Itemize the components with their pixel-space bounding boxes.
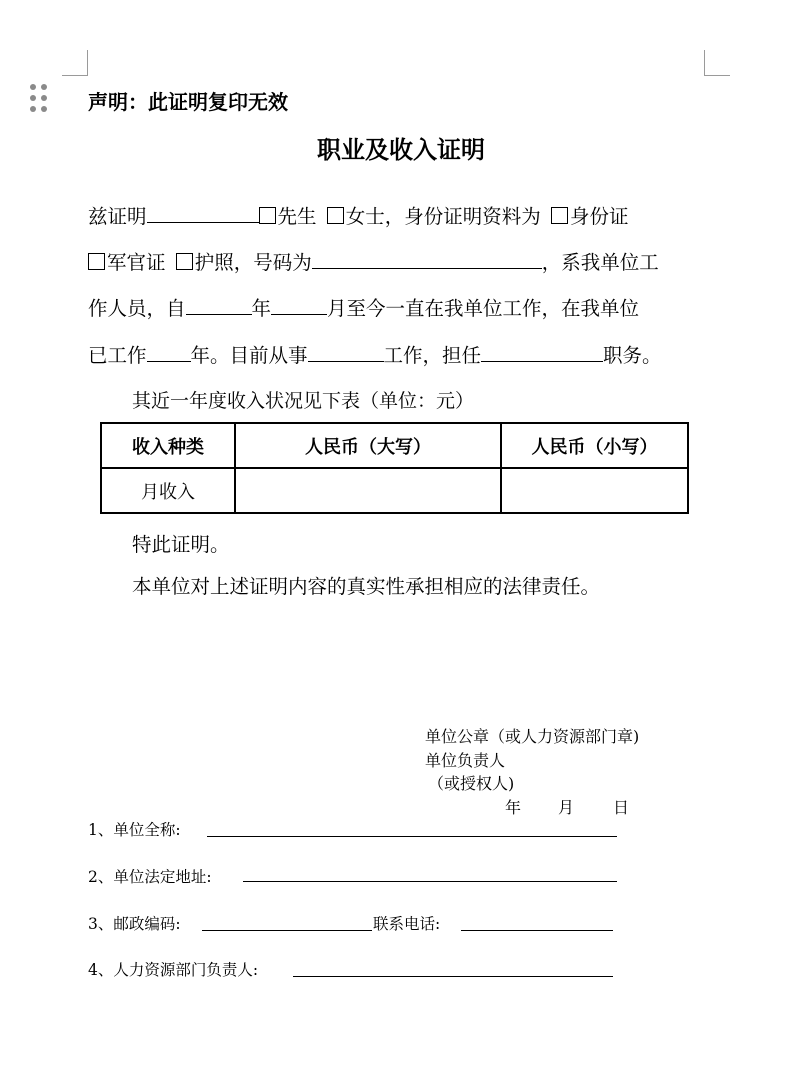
header-rmb-lowercase: 人民币（小写） xyxy=(501,423,688,468)
cell-monthly-income-label: 月收入 xyxy=(101,468,235,513)
seal-label: 单位公章（或人力资源部门章) xyxy=(425,727,640,746)
field-hr-head: 4、人力资源部门负责人: xyxy=(88,961,259,979)
unit-name-line[interactable] xyxy=(207,836,617,837)
authorized-label: （或授权人) xyxy=(428,774,515,793)
field-legal-address: 2、单位法定地址: xyxy=(88,868,212,886)
crop-mark-top-right-horizontal xyxy=(704,75,730,76)
mr-checkbox[interactable] xyxy=(259,207,276,224)
paragraph-line-3: 作人员，自 年 月至今一直在我单位工作，在我单位 xyxy=(88,293,639,321)
income-table xyxy=(100,422,689,514)
name-blank[interactable] xyxy=(147,202,259,223)
field-postal-code: 3、邮政编码: xyxy=(88,915,181,933)
years-worked-blank[interactable] xyxy=(147,341,191,362)
unit-head-label: 单位负责人 xyxy=(425,751,506,770)
cell-rmb-uppercase[interactable] xyxy=(235,468,501,513)
hr-head-line[interactable] xyxy=(293,976,613,977)
header-rmb-uppercase: 人民币（大写） xyxy=(235,423,501,468)
phone-line[interactable] xyxy=(461,930,613,931)
passport-checkbox[interactable] xyxy=(176,253,193,270)
table-header-row xyxy=(101,423,688,468)
table-row xyxy=(101,468,688,513)
date-month: 月 xyxy=(558,798,575,817)
id-card-checkbox[interactable] xyxy=(551,207,568,224)
crop-mark-top-left-horizontal xyxy=(62,75,88,76)
start-year-blank[interactable] xyxy=(186,294,252,315)
date-day: 日 xyxy=(613,798,630,817)
legal-address-line[interactable] xyxy=(243,881,617,882)
crop-mark-top-right-vertical xyxy=(704,50,705,76)
drag-handle-icon[interactable] xyxy=(30,84,48,112)
certify-text: 特此证明。 xyxy=(132,533,230,556)
paragraph-line-2: 军官证 护照，号码为 ，系我单位工 xyxy=(88,247,659,275)
income-intro: 其近一年度收入状况见下表（单位：元） xyxy=(132,390,475,412)
job-type-blank[interactable] xyxy=(308,341,384,362)
declaration: 声明：此证明复印无效 xyxy=(88,90,288,114)
crop-mark-top-left-vertical xyxy=(87,50,88,76)
ms-checkbox[interactable] xyxy=(327,207,344,224)
field-unit-name: 1、单位全称: xyxy=(88,821,181,839)
page-title: 职业及收入证明 xyxy=(317,136,485,164)
cell-rmb-lowercase[interactable] xyxy=(501,468,688,513)
officer-id-checkbox[interactable] xyxy=(88,253,105,270)
postal-code-line[interactable] xyxy=(202,930,372,931)
field-phone-label: 联系电话: xyxy=(373,915,441,933)
paragraph-line-1: 兹证明 先生 女士，身份证明资料为 身份证 xyxy=(88,201,628,229)
position-blank[interactable] xyxy=(481,341,603,362)
date-year: 年 xyxy=(505,798,522,817)
responsibility-text: 本单位对上述证明内容的真实性承担相应的法律责任。 xyxy=(132,575,601,598)
paragraph-line-4: 已工作 年。目前从事 工作，担任 职务。 xyxy=(88,340,662,368)
start-month-blank[interactable] xyxy=(271,294,327,315)
id-number-blank[interactable] xyxy=(312,248,542,269)
header-income-type: 收入种类 xyxy=(101,423,235,468)
